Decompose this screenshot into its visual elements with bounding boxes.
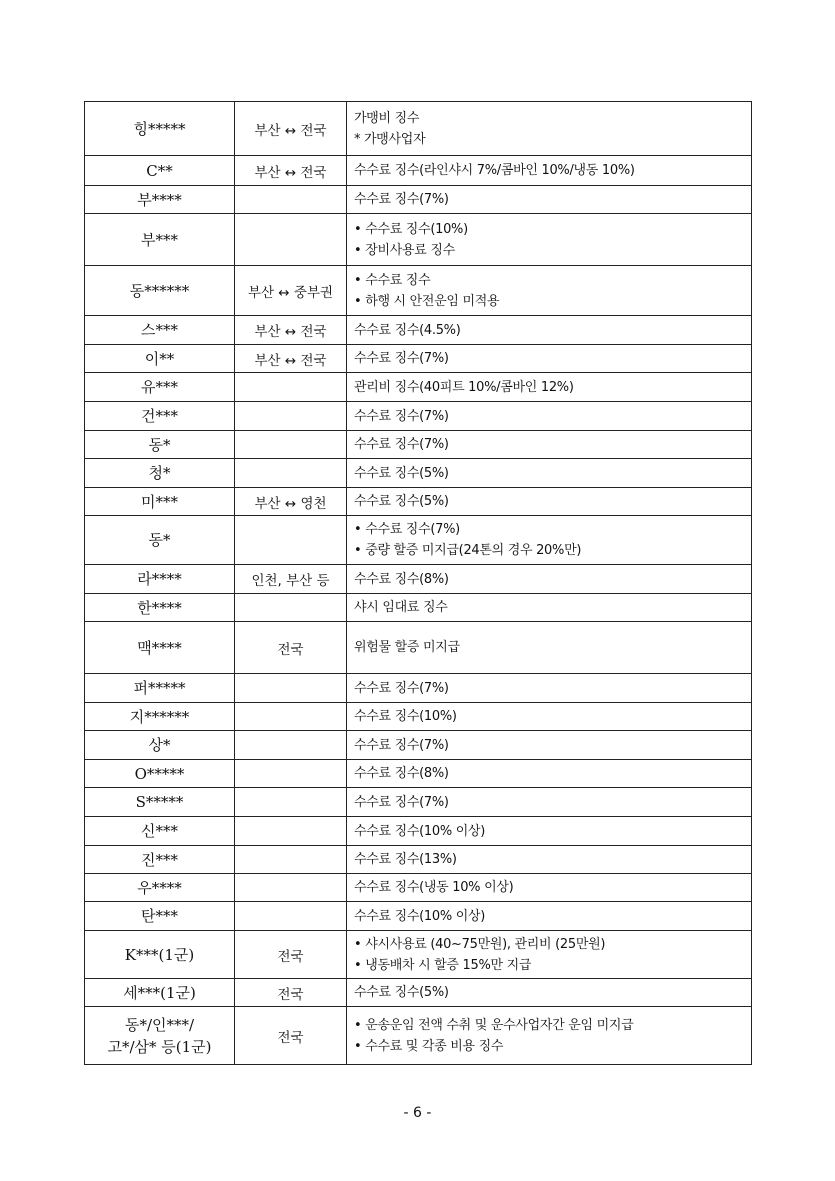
- table-row: [85, 156, 752, 186]
- fee-cell: [347, 931, 752, 979]
- fee-line: 수수료 징수(7%): [354, 408, 449, 424]
- fee-cell: [347, 788, 752, 817]
- route-cell: [235, 156, 347, 186]
- company-cell: [85, 402, 235, 431]
- route-cell: [235, 459, 347, 488]
- fee-line: • 수수료 및 각종 비용 징수: [354, 1038, 504, 1054]
- route-cell: [235, 431, 347, 459]
- company-cell: [85, 516, 235, 565]
- fee-cell: [347, 674, 752, 703]
- table-row: [85, 266, 752, 316]
- route-cell: [235, 902, 347, 931]
- fee-cell: [347, 214, 752, 266]
- table-row: [85, 874, 752, 902]
- fee-line: 수수료 징수(7%): [354, 680, 449, 696]
- fee-line: 수수료 징수(라인샤시 7%/콤바인 10%/냉동 10%): [354, 163, 635, 178]
- route-cell: [235, 622, 347, 674]
- company-cell: [85, 731, 235, 760]
- route-text: 부산 ↔ 전국: [254, 122, 327, 139]
- table-row: [85, 459, 752, 488]
- table-row: [85, 565, 752, 594]
- route-text: 부산 ↔ 중부권: [247, 284, 334, 301]
- fee-cell: [347, 846, 752, 874]
- company-name: 힝*****: [133, 119, 186, 138]
- table-row: [85, 846, 752, 874]
- company-cell: [85, 488, 235, 516]
- company-cell: [85, 979, 235, 1007]
- company-cell: [85, 674, 235, 703]
- fee-cell: [347, 1007, 752, 1065]
- table-row: [85, 622, 752, 674]
- company-name: 부****: [137, 190, 182, 209]
- company-name: 상*: [148, 736, 171, 754]
- table-row: [85, 931, 752, 979]
- fee-line: 수수료 징수(5%): [354, 985, 449, 1000]
- fee-cell: [347, 760, 752, 788]
- company-cell: [85, 459, 235, 488]
- fee-line: 가맹비 징수: [354, 110, 420, 126]
- fee-line: • 수수료 징수: [354, 272, 431, 288]
- company-name: 탄***: [141, 907, 178, 925]
- table-row: [85, 788, 752, 817]
- fee-line: 수수료 징수(8%): [354, 571, 449, 587]
- company-name: 한****: [137, 598, 182, 617]
- table-row: [85, 979, 752, 1007]
- route-cell: [235, 788, 347, 817]
- route-cell: [235, 214, 347, 266]
- company-name: 진***: [141, 850, 178, 869]
- fee-cell: [347, 102, 752, 156]
- fee-line: • 냉동배차 시 할증 15%만 지급: [354, 957, 532, 973]
- company-name: 라****: [137, 570, 182, 588]
- table-row: [85, 373, 752, 402]
- company-cell: [85, 760, 235, 788]
- route-cell: [235, 102, 347, 156]
- route-cell: [235, 316, 347, 345]
- fee-line: 수수료 징수(13%): [354, 852, 457, 867]
- table-row: [85, 731, 752, 760]
- route-cell: [235, 373, 347, 402]
- company-cell: [85, 565, 235, 594]
- fee-cell: [347, 488, 752, 516]
- fee-cell: [347, 731, 752, 760]
- fee-cell: [347, 703, 752, 731]
- fee-cell: [347, 402, 752, 431]
- route-cell: [235, 488, 347, 516]
- fee-line: • 운송운임 전액 수취 및 운수사업자간 운임 미지급: [354, 1017, 634, 1033]
- company-name: 이**: [144, 349, 175, 368]
- table-row: [85, 316, 752, 345]
- company-name: 퍼*****: [133, 679, 186, 697]
- fee-cell: [347, 902, 752, 931]
- route-text: 인천, 부산 등: [251, 573, 330, 589]
- company-name: 미***: [141, 492, 178, 511]
- fee-line: 수수료 징수(7%): [354, 437, 449, 452]
- fee-line: 관리비 징수(40피트 10%/콤바인 12%): [354, 379, 574, 395]
- fee-line: * 가맹사업자: [354, 131, 426, 147]
- company-cell: [85, 622, 235, 674]
- fee-cell: [347, 817, 752, 846]
- company-name: 스***: [141, 321, 178, 339]
- company-name: 건***: [141, 407, 178, 425]
- company-name: C**: [146, 161, 173, 180]
- route-cell: [235, 874, 347, 902]
- route-cell: [235, 846, 347, 874]
- route-cell: [235, 674, 347, 703]
- table-row: [85, 817, 752, 846]
- company-name: 동******: [129, 281, 190, 300]
- fee-line: • 중량 할증 미지급(24톤의 경우 20%만): [354, 543, 582, 558]
- fee-cell: [347, 186, 752, 214]
- fee-line: 수수료 징수(7%): [354, 794, 449, 810]
- table-row: [85, 902, 752, 931]
- table-row: [85, 186, 752, 214]
- table-row: [85, 703, 752, 731]
- company-cell: [85, 345, 235, 373]
- fee-line: • 장비사용료 징수: [354, 242, 455, 258]
- company-name: 우****: [137, 878, 182, 897]
- fee-line: 샤시 임대료 징수: [354, 600, 448, 615]
- fee-line: 위험물 할증 미지급: [354, 640, 460, 655]
- route-cell: [235, 817, 347, 846]
- fee-cell: [347, 266, 752, 316]
- fee-cell: [347, 431, 752, 459]
- company-name: 신***: [141, 822, 178, 840]
- fee-cell: [347, 316, 752, 345]
- fee-line: 수수료 징수(10%): [354, 709, 457, 724]
- company-name: 지******: [129, 707, 190, 726]
- fee-line: • 샤시사용료 (40~75만원), 관리비 (25만원): [354, 936, 606, 952]
- fee-cell: [347, 874, 752, 902]
- table-row: [85, 102, 752, 156]
- fee-line: 수수료 징수(7%): [354, 192, 449, 207]
- company-cell: [85, 373, 235, 402]
- route-cell: [235, 565, 347, 594]
- fee-cell: [347, 156, 752, 186]
- route-text: 전국: [277, 986, 304, 1003]
- company-cell: [85, 788, 235, 817]
- route-cell: [235, 186, 347, 214]
- route-text: 부산 ↔ 전국: [254, 352, 327, 369]
- company-name: 동*: [148, 531, 171, 549]
- company-name: 부***: [141, 230, 178, 249]
- fee-line: 수수료 징수(7%): [354, 737, 449, 753]
- route-text: 부산 ↔ 영천: [254, 495, 327, 512]
- fee-cell: [347, 622, 752, 674]
- company-cell: [85, 214, 235, 266]
- route-cell: [235, 594, 347, 622]
- company-name: S*****: [135, 793, 184, 811]
- company-cell: [85, 931, 235, 979]
- table-row: [85, 402, 752, 431]
- company-cell: [85, 846, 235, 874]
- fee-line: • 수수료 징수(10%): [354, 221, 468, 237]
- fee-line: 수수료 징수(7%): [354, 351, 449, 366]
- route-text: 부산 ↔ 전국: [254, 164, 327, 181]
- fee-table: [84, 101, 752, 1065]
- route-cell: [235, 931, 347, 979]
- route-cell: [235, 345, 347, 373]
- fee-line: 수수료 징수(10% 이상): [354, 823, 486, 839]
- fee-line: • 하행 시 안전운임 미적용: [354, 293, 500, 309]
- company-name-line: 고*/삼* 등(1군): [107, 1037, 212, 1056]
- route-cell: [235, 402, 347, 431]
- company-name: 맥****: [137, 638, 182, 657]
- company-cell: [85, 431, 235, 459]
- company-name: 청*: [148, 464, 171, 482]
- company-cell: [85, 1007, 235, 1065]
- company-cell: [85, 316, 235, 345]
- company-cell: [85, 266, 235, 316]
- route-cell: [235, 516, 347, 565]
- table-row: [85, 516, 752, 565]
- route-cell: [235, 760, 347, 788]
- fee-cell: [347, 516, 752, 565]
- table-row: [85, 431, 752, 459]
- fee-cell: [347, 373, 752, 402]
- fee-cell: [347, 594, 752, 622]
- page-number: - 6 -: [403, 1105, 432, 1121]
- company-name-line: 동*/인***/: [124, 1015, 195, 1034]
- company-cell: [85, 186, 235, 214]
- company-name: 세***(1군): [123, 983, 196, 1002]
- fee-cell: [347, 459, 752, 488]
- fee-line: 수수료 징수(5%): [354, 494, 449, 509]
- fee-cell: [347, 979, 752, 1007]
- fee-cell: [347, 565, 752, 594]
- company-cell: [85, 102, 235, 156]
- company-cell: [85, 703, 235, 731]
- route-text: 전국: [277, 641, 304, 658]
- route-text: 전국: [277, 948, 304, 965]
- company-name: 유***: [141, 378, 178, 396]
- table-row: [85, 1007, 752, 1065]
- table-row: [85, 345, 752, 373]
- route-cell: [235, 731, 347, 760]
- table-row: [85, 760, 752, 788]
- fee-line: 수수료 징수(냉동 10% 이상): [354, 880, 514, 895]
- fee-line: • 수수료 징수(7%): [354, 522, 460, 537]
- route-text: 부산 ↔ 전국: [254, 324, 327, 340]
- company-name: O*****: [134, 764, 185, 783]
- company-cell: [85, 156, 235, 186]
- company-cell: [85, 817, 235, 846]
- fee-cell: [347, 345, 752, 373]
- table-row: [85, 594, 752, 622]
- company-cell: [85, 902, 235, 931]
- route-cell: [235, 1007, 347, 1065]
- company-name: 동*: [148, 435, 171, 454]
- fee-line: 수수료 징수(4.5%): [354, 322, 461, 338]
- route-cell: [235, 703, 347, 731]
- company-cell: [85, 594, 235, 622]
- company-name: K***(1군): [124, 945, 195, 964]
- fee-line: 수수료 징수(8%): [354, 766, 449, 781]
- table-row: [85, 488, 752, 516]
- table-row: [85, 674, 752, 703]
- route-cell: [235, 979, 347, 1007]
- fee-line: 수수료 징수(5%): [354, 465, 449, 481]
- route-text: 전국: [277, 1029, 304, 1046]
- table-row: [85, 214, 752, 266]
- company-cell: [85, 874, 235, 902]
- route-cell: [235, 266, 347, 316]
- fee-line: 수수료 징수(10% 이상): [354, 908, 486, 924]
